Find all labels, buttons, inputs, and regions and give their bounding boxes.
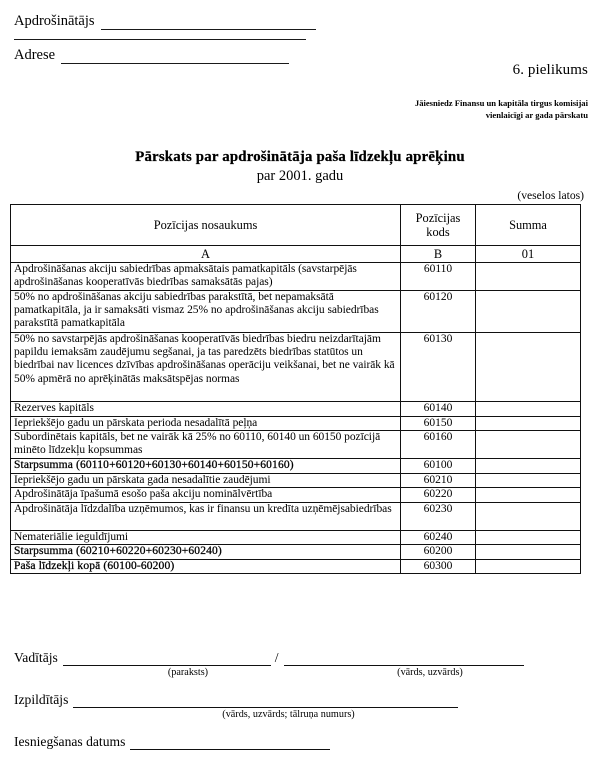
manager-block: [14, 650, 574, 678]
table-row: [11, 502, 581, 530]
position-code-cell: 60110: [401, 263, 476, 291]
column-header-sum: Summa: [476, 205, 581, 246]
table-header-row: [11, 205, 581, 246]
position-code-cell: 60150: [401, 416, 476, 431]
position-code-cell: 60100: [401, 459, 476, 474]
column-header-position-code: Pozīcijas kods: [401, 205, 476, 246]
position-code-cell: 60300: [401, 559, 476, 574]
table-body: [11, 263, 581, 574]
sum-cell[interactable]: [476, 530, 581, 545]
position-name-cell: Iepriekšējo gadu un pārskata gada nesadalītie zaudējumi: [11, 473, 401, 488]
sum-cell[interactable]: [476, 416, 581, 431]
position-name-cell: Starpsumma (60110+60120+60130+60140+60150+60160): [11, 459, 401, 474]
manager-name-line[interactable]: [284, 653, 524, 666]
appendix-number: 6. pielikums: [512, 62, 588, 78]
table-row: [11, 473, 581, 488]
manager-row: [14, 650, 574, 666]
address-label: Adrese: [14, 47, 56, 63]
sum-cell[interactable]: [476, 488, 581, 503]
page-title: [0, 148, 600, 186]
units-note: (veselos latos): [517, 189, 584, 202]
position-code-cell: 60200: [401, 545, 476, 560]
table-row: [11, 431, 581, 459]
table-row: [11, 459, 581, 474]
table-row: [11, 545, 581, 560]
position-name-cell: Nemateriālie ieguldījumi: [11, 530, 401, 545]
position-name-cell: Apdrošinātāja līdzdalība uzņēmumos, kas ir finansu un kredīta uzņēmējsabiedrības: [11, 502, 401, 530]
preparer-caption: (vārds, uzvārds; tālruņa numurs): [222, 709, 355, 720]
sum-cell[interactable]: [476, 502, 581, 530]
table-row: [11, 402, 581, 417]
submission-note: [415, 98, 588, 121]
column-header-position-name: Pozīcijas nosaukums: [11, 205, 401, 246]
page-title-line-2: par 2001. gadu: [256, 168, 344, 184]
manager-captions: [14, 667, 574, 678]
preparer-input-line[interactable]: [73, 695, 458, 708]
position-name-cell: Rezerves kapitāls: [11, 402, 401, 417]
position-name-cell: Subordinētais kapitāls, bet ne vairāk kā 25% no 60110, 60140 un 60150 pozīcijā minēto līdzekļu kopsummas: [11, 431, 401, 459]
position-code-cell: 60220: [401, 488, 476, 503]
signature-block: [14, 650, 574, 750]
position-name-cell: Paša līdzekļi kopā (60100-60200): [11, 559, 401, 574]
top-form-fields: [14, 6, 534, 64]
table-head: [11, 205, 581, 263]
position-code-cell: 60140: [401, 402, 476, 417]
insurer-label: Apdrošinātājs: [14, 13, 95, 29]
insurer-input-line[interactable]: [101, 16, 316, 30]
date-label: Iesniegšanas datums: [14, 734, 126, 749]
table-row: [11, 291, 581, 333]
manager-signature-caption: (paraksts): [167, 667, 209, 678]
manager-name-caption: (vārds, uzvārds): [397, 667, 463, 678]
insurer-field-row: [14, 6, 534, 30]
table-row: [11, 416, 581, 431]
position-code-cell: 60230: [401, 502, 476, 530]
sum-cell[interactable]: [476, 263, 581, 291]
sum-cell[interactable]: [476, 333, 581, 402]
position-name-cell: Iepriekšējo gadu un pārskata perioda nesadalītā peļņa: [11, 416, 401, 431]
position-name-cell: Apdrošinātāja īpašumā esošo paša akciju nominālvērtība: [11, 488, 401, 503]
position-name-cell: 50% no savstarpējās apdrošināšanas kooperatīvās biedrības biedru neizdarītajām papildu iemaksām zaudējumu segšanai, ja tas paredzēts biedrības statūtos un biedrībai nav licences dzīvības apdrošināšanas operāciju veikšanai, bet ne vairāk kā 50% apmērā no aprēķinātās maksātspējas normas: [11, 333, 401, 402]
preparer-block: [14, 692, 574, 720]
table-row: [11, 530, 581, 545]
position-name-cell: 50% no apdrošināšanas akciju sabiedrības parakstītā, bet nepamaksātā pamatkapitāla, ja ir samaksāti vismaz 25% no apdrošināšanas akciju sabiedrības parakstītā pamatkapitāla: [11, 291, 401, 333]
sum-cell[interactable]: [476, 473, 581, 488]
table-row: [11, 559, 581, 574]
preparer-row: [14, 692, 574, 708]
preparer-captions: [14, 709, 574, 720]
position-code-cell: 60240: [401, 530, 476, 545]
preparer-label: Izpildītājs: [14, 692, 69, 707]
table-row: [11, 488, 581, 503]
position-code-cell: 60120: [401, 291, 476, 333]
position-name-cell: Starpsumma (60210+60220+60230+60240): [11, 545, 401, 560]
manager-label: Vadītājs: [14, 650, 58, 665]
position-name-cell: Apdrošināšanas akciju sabiedrības apmaksātais pamatkapitāls (savstarpējās apdrošināšanas kooperatīvās biedrības samaksātās pajas): [11, 263, 401, 291]
own-funds-table: [10, 204, 581, 574]
signature-separator: /: [274, 650, 279, 665]
page-title-line-1: Pārskats par apdrošinātāja paša līdzekļu aprēķinu: [135, 149, 465, 165]
submission-note-line-2: vienlaicīgi ar gada pārskatu: [485, 109, 588, 120]
date-block: [14, 734, 574, 750]
position-code-cell: 60160: [401, 431, 476, 459]
manager-signature-line[interactable]: [63, 653, 271, 666]
table-letter-row: [11, 246, 581, 263]
position-code-cell: 60130: [401, 333, 476, 402]
address-field-row: [14, 40, 534, 64]
sum-cell[interactable]: [476, 545, 581, 560]
column-letter-a: A: [11, 246, 401, 263]
column-letter-01: 01: [476, 246, 581, 263]
date-input-line[interactable]: [130, 737, 330, 750]
sum-cell[interactable]: [476, 431, 581, 459]
sum-cell[interactable]: [476, 459, 581, 474]
sum-cell[interactable]: [476, 291, 581, 333]
table-row: [11, 263, 581, 291]
position-code-cell: 60210: [401, 473, 476, 488]
submission-note-line-1: Jāiesniedz Finansu un kapitāla tirgus komisijai: [414, 98, 588, 108]
sum-cell[interactable]: [476, 559, 581, 574]
table-row: [11, 333, 581, 402]
sum-cell[interactable]: [476, 402, 581, 417]
column-letter-b: B: [401, 246, 476, 263]
address-input-line[interactable]: [61, 50, 289, 64]
address-input-line-upper[interactable]: [14, 30, 306, 40]
date-row: [14, 734, 574, 750]
